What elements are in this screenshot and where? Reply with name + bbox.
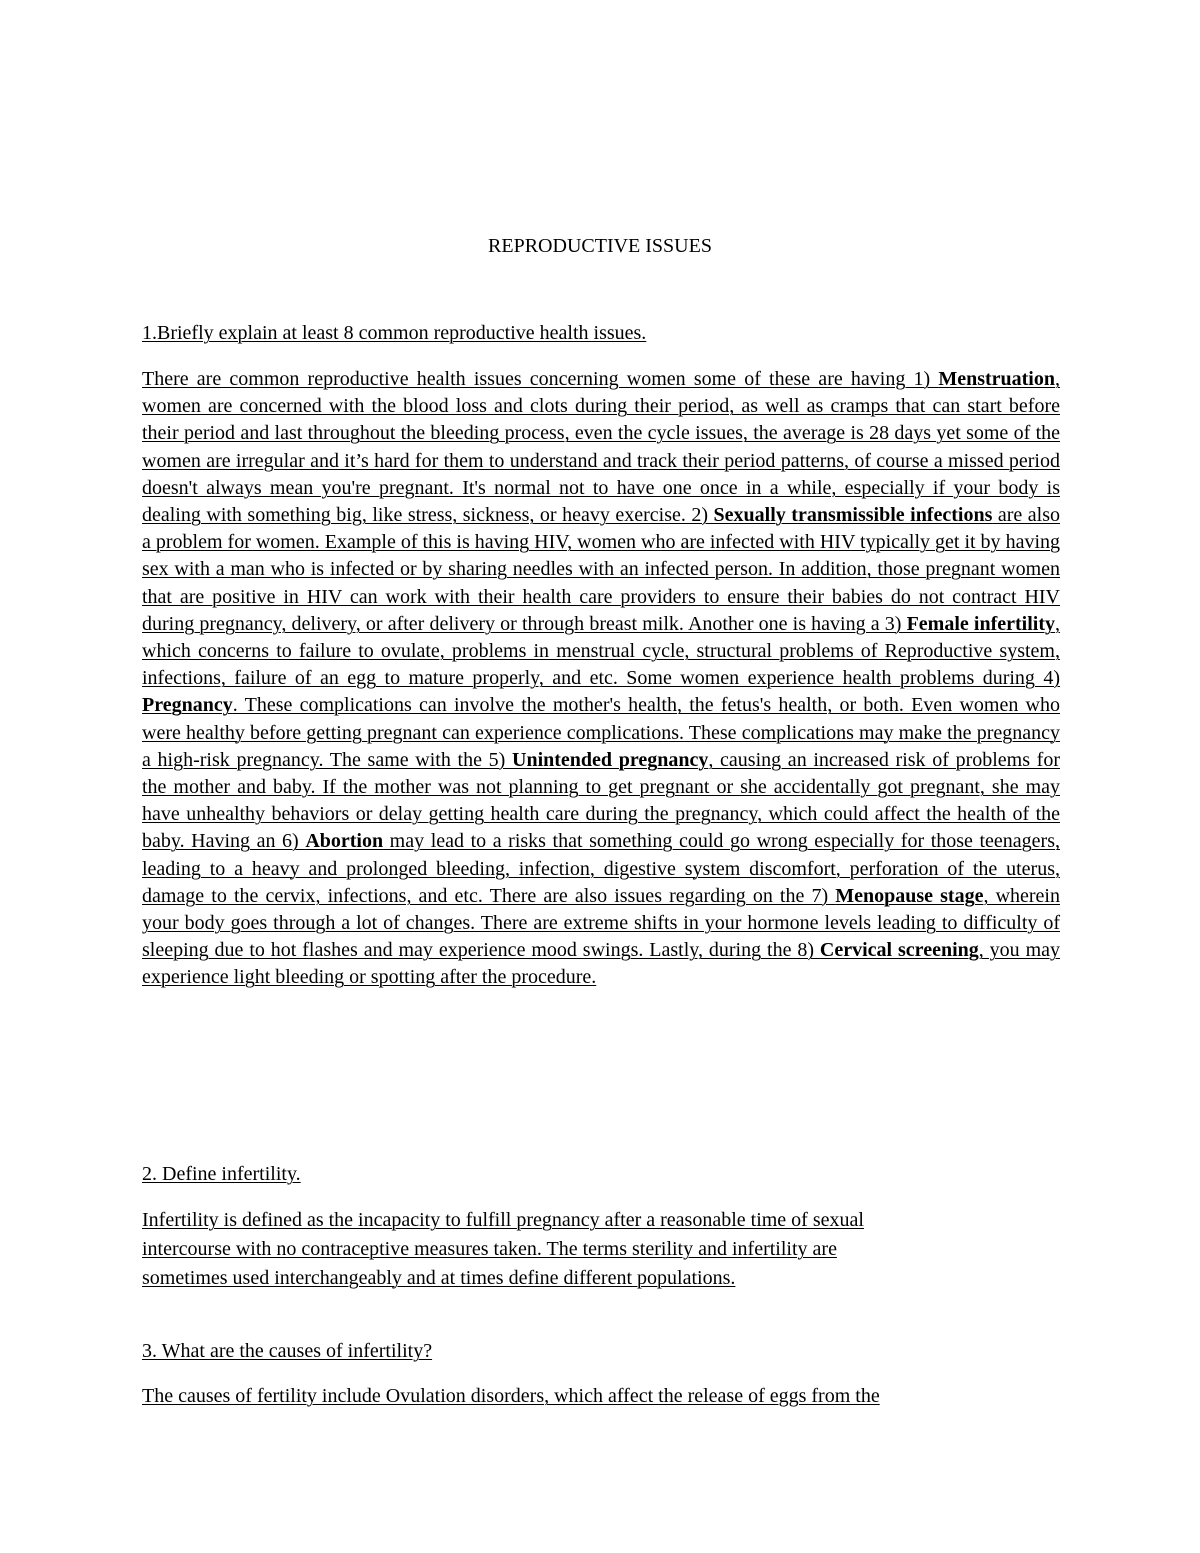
- term-menstruation: Menstruation: [938, 368, 1055, 390]
- answer-1-text: may lead to a risks that something could go wrong especially for those teenagers, leading to a heavy and prolonged bleeding, infection, digestive system discomfort, perforation of the uterus, damage to the cervix, infections, and etc. There are also issues regarding on the 7): [142, 830, 1061, 907]
- answer-1-text: , you may experience light bleeding or spotting after the procedure.: [142, 939, 1060, 989]
- term-cervical-screening: Cervical screening: [819, 939, 979, 962]
- answer-1-text: , wherein your body goes through a lot of changes. There are extreme shifts in your hormone levels leading to difficulty of sleeping due to hot flashes and may experience mood swings. Lastly, during the 8): [142, 884, 1060, 962]
- term-sexually-transmissible-infections: Sexually transmissible infections: [713, 504, 993, 527]
- answer-1-text: , women are concerned with the blood loss and clots during their period, as well as cramps that can start before their period and last throughout the bleeding process, even the cycle issues, the average is 28 days yet some of the women are irregular and it’s hard for them to understand and track their period patterns, of course a missed period doesn't always mean you're pregnant. It's normal not to have one once in a while, especially if your body is dealing with something big, like stress, sickness, or heavy exercise. 2): [142, 368, 1060, 527]
- question-3: 3. What are the causes of infertility?: [142, 1340, 433, 1362]
- answer-1-text: are also a problem for women. Example of this is having HIV, women who are infected with HIV typically get it by having sex with a man who is infected or by sharing needles with an infected person. In addition, those pregnant women that are positive in HIV can work with their health care providers to ensure their babies do not contract HIV during pregnancy, delivery, or after delivery or through breast milk. Another one is having a 3): [142, 504, 1060, 635]
- answer-1-text: There are common reproductive health issues concerning women some of these are having 1): [142, 368, 939, 390]
- term-unintended-pregnancy: Unintended pregnancy: [512, 748, 709, 771]
- answer-2-line: intercourse with no contraceptive measures taken. The terms sterility and infertility are: [142, 1237, 837, 1260]
- answer-1-text: . These complications can involve the mother's health, the fetus's health, or both. Even women who were healthy before getting pregnant can experience complications. These complications may make the pregnancy a high-risk pregnancy. The same with the 5): [142, 694, 1060, 771]
- question-2: 2. Define infertility.: [142, 1163, 301, 1185]
- document-title: REPRODUCTIVE ISSUES: [488, 235, 712, 257]
- term-abortion: Abortion: [305, 830, 384, 853]
- answer-2-line: Infertility is defined as the incapacity to fulfill pregnancy after a reasonable time of sexual: [142, 1209, 864, 1231]
- term-menopause-stage: Menopause stage: [835, 884, 984, 907]
- answer-1-text: , causing an increased risk of problems for the mother and baby. If the mother was not planning to get pregnant or she accidentally got pregnant, she may have unhealthy behaviors or delay getting health care during the pregnancy, which could affect the health of the baby. Having an 6): [142, 748, 1061, 853]
- term-female-infertility: Female infertility: [906, 612, 1055, 635]
- answer-1-text: , which concerns to failure to ovulate, problems in menstrual cycle, structural problems of Reproductive system, infections, failure of an egg to mature properly, and etc. Some women experience health problems during 4): [142, 612, 1060, 690]
- answer-3-line: The causes of fertility include Ovulation disorders, which affect the release of eggs from the: [142, 1385, 880, 1407]
- answer-1-paragraph: [142, 366, 1060, 992]
- question-1: 1.Briefly explain at least 8 common reproductive health issues.: [142, 322, 647, 344]
- answer-2-line: sometimes used interchangeably and at times define different populations.: [142, 1266, 736, 1289]
- answer-3-paragraph: [142, 1382, 1022, 1411]
- answer-2-paragraph: [142, 1206, 1022, 1292]
- term-pregnancy: Pregnancy: [142, 694, 233, 717]
